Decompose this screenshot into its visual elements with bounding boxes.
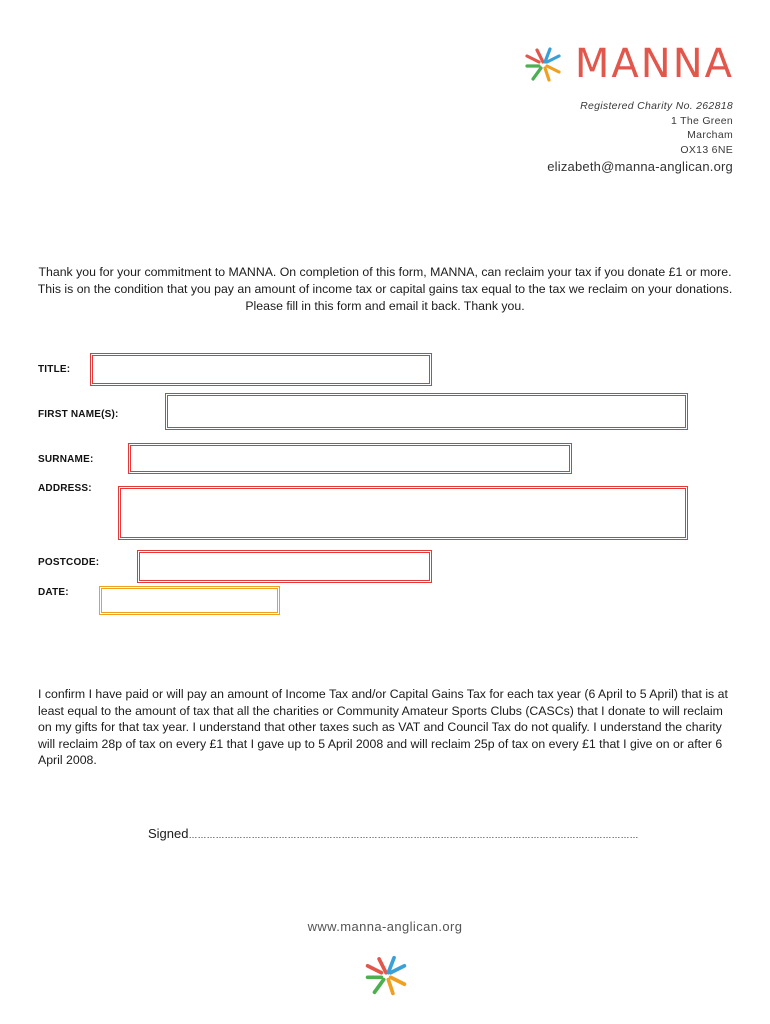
- intro-paragraph: Thank you for your commitment to MANNA. On completion of this form, MANNA, can reclaim your tax if you donate £1 or more. This is on the condition that you pay an amount of income tax or capital gains tax equal to the tax we reclaim on your donations. Please fill in this form and email it back. Thank you.: [37, 265, 733, 313]
- address-line-1: 1 The Green: [670, 114, 733, 127]
- postcode-field[interactable]: [139, 552, 430, 581]
- logo-wordmark: MANNA: [574, 41, 734, 87]
- address-label: ADDRESS:: [38, 483, 92, 494]
- manna-starburst-icon: [362, 952, 410, 998]
- first-name-field[interactable]: [167, 395, 686, 428]
- address-line-3: OX13 6NE: [680, 143, 733, 156]
- first-name-label: FIRST NAME(S):: [38, 409, 119, 420]
- address-line-2: Marcham: [687, 129, 733, 141]
- website-link[interactable]: www.manna-anglican.org: [307, 919, 463, 934]
- manna-logo: [523, 41, 734, 87]
- signed-label: Signed: [148, 826, 189, 841]
- contact-email[interactable]: elizabeth@manna-anglican.org: [547, 159, 733, 174]
- surname-label: SURNAME:: [38, 454, 94, 465]
- signature-dots: ……………………………………………………………………………………………………………………………………: [188, 830, 639, 840]
- signature-line[interactable]: [148, 826, 638, 841]
- tax-declaration: I confirm I have paid or will pay an amount of Income Tax and/or Capital Gains Tax for each tax year (6 April to 5 April) that is at least equal to the amount of tax that all the charities or Community Amateur Sports Clubs (CASCs) that I donate to will reclaim on my gifts for that tax year. I understand that other taxes such as VAT and Council Tax do not qualify. I understand the charity will reclaim 28p of tax on every £1 that I gave up to 5 April 2008 and will reclaim 25p of tax on every £1 that I give on or after 6 April 2008.: [38, 687, 728, 767]
- manna-starburst-icon: [523, 44, 563, 84]
- address-field[interactable]: [120, 488, 686, 538]
- charity-number: Registered Charity No. 262818: [580, 100, 733, 112]
- charity-address: [580, 99, 733, 157]
- date-label: DATE:: [38, 587, 69, 598]
- postcode-label: POSTCODE:: [38, 557, 100, 568]
- date-field[interactable]: [101, 588, 278, 613]
- surname-field[interactable]: [130, 445, 570, 472]
- title-label: TITLE:: [38, 364, 71, 375]
- title-field[interactable]: [92, 355, 430, 384]
